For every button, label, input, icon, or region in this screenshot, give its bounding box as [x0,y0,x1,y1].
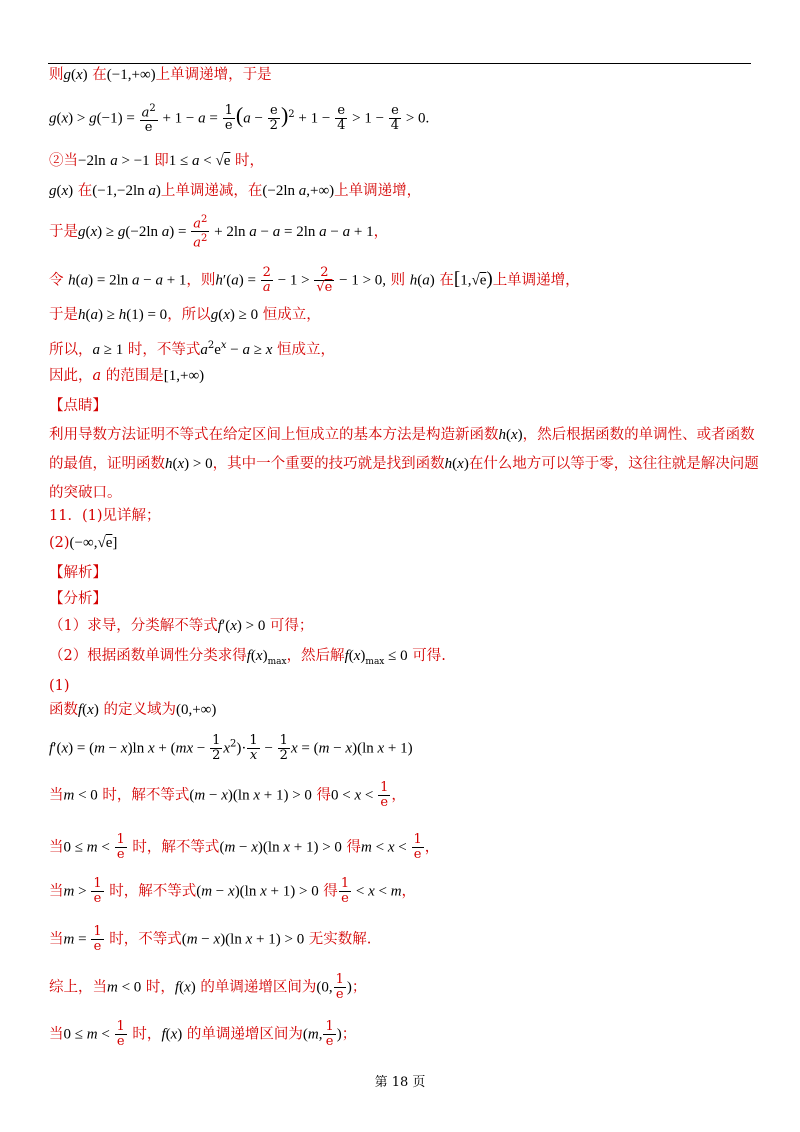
text-line: 的突破口。 [49,485,122,501]
text-line: 当m > $\frac{1}{e}$ 时，解不等式(m − x)(ln x + 1) > 0 得 $\frac{1}{e}$ < x < m， [49,876,417,906]
section-label: 【解析】 [49,565,107,581]
text-line: 当m = $\frac{1}{e}$ 时，不等式(m − x)(ln x + 1) > 0 无实数解. [49,924,372,954]
section-label: 【分析】 [49,591,107,607]
text-line: 当m < 0 时，解不等式(m − x)(ln x + 1) > 0 得0 < x < $\frac{1}{e}$ ， [49,780,406,810]
text-line: 函数f(x) 的定义域为(0,+∞) [49,702,217,718]
text-line: g(x) 在(−1,−2ln a)上单调递减，在(−2ln a,+∞)上单调递增， [49,183,422,199]
text-line: 11．(1)见详解； [49,508,161,524]
page-number: 第 18 页 [374,1075,426,1090]
text-line: 所以，a ≥ 1 时，不等式$a^2e^x - a \ge x$ 恒成立， [49,340,336,358]
text-line: 利用导数方法证明不等式在给定区间上恒成立的基本方法是构造新函数h(x)，然后根据函数的单调性、或者函数 [49,427,755,443]
text-line: 当0 ≤ m < $\frac{1}{e}$ 时，解不等式(m − x)(ln x + 1) > 0 得m < x < $\frac{1}{e}$ ， [49,832,440,862]
header-rule [48,63,751,64]
text-line: 则g(x) 在(−1,+∞)上单调递增，于是 [49,67,272,83]
text-line: 因此，a 的范围是[1,+∞) [49,368,205,384]
text-line: ②当−2ln a > −1 即1 ≤ a < √e 时， [49,153,264,169]
text-line: （2）根据函数单调性分类求得$f(x)_{max}$，然后解$f(x)_{max} \le 0$ 可得. [49,648,446,667]
math-line: g(x) > g(−1) = $\frac{a^2}{e}$ + 1 − a = $\frac{1}{e}$ (a − $\frac{e}{2}$ )$^2$ + 1 − $\frac{e}{4}$ > 1 − $\frac{e}{4}$ > 0. [49,102,430,136]
text-line: （1）求导，分类解不等式f′(x) > 0 可得； [49,618,314,634]
text-line: 令 h(a) = 2ln a − a + 1，则h′(a) = $\frac{2}{a}$ − 1 > $\frac{2}{√e}$ − 1 > 0, 则 h(a) 在[1,√e)上单调递增， [49,265,580,295]
text-line: 的最值，证明函数h(x) > 0，其中一个重要的技巧就是找到函数h(x)在什么地方可以等于零，这往往就是解决问题 [49,456,759,472]
text-line: 综上，当m < 0 时，f(x) 的单调递增区间为(0, $\frac{1}{e}$ )； [49,972,367,1002]
section-label: 【点睛】 [49,398,107,414]
text-line: (2)(−∞,√e] [49,535,118,551]
text-line: 于是g(x) ≥ g(−2ln a) = $\frac{a^2}{a^2}$ + 2ln a − a = 2ln a − a + 1， [49,214,389,251]
text-line: 当0 ≤ m < $\frac{1}{e}$ 时，f(x) 的单调递增区间为(m, $\frac{1}{e}$ )； [49,1019,357,1049]
text-line: (1) [49,678,70,694]
text-line: 于是h(a) ≥ h(1) = 0，所以g(x) ≥ 0 恒成立， [49,307,321,323]
math-line: f′(x) = (m − x)ln x + (mx − $\frac{1}{2}$ $x^2)\cdot$ $\frac{1}{x}$ − $\frac{1}{2}$ x = (m − x)(ln x + 1) [49,733,413,763]
